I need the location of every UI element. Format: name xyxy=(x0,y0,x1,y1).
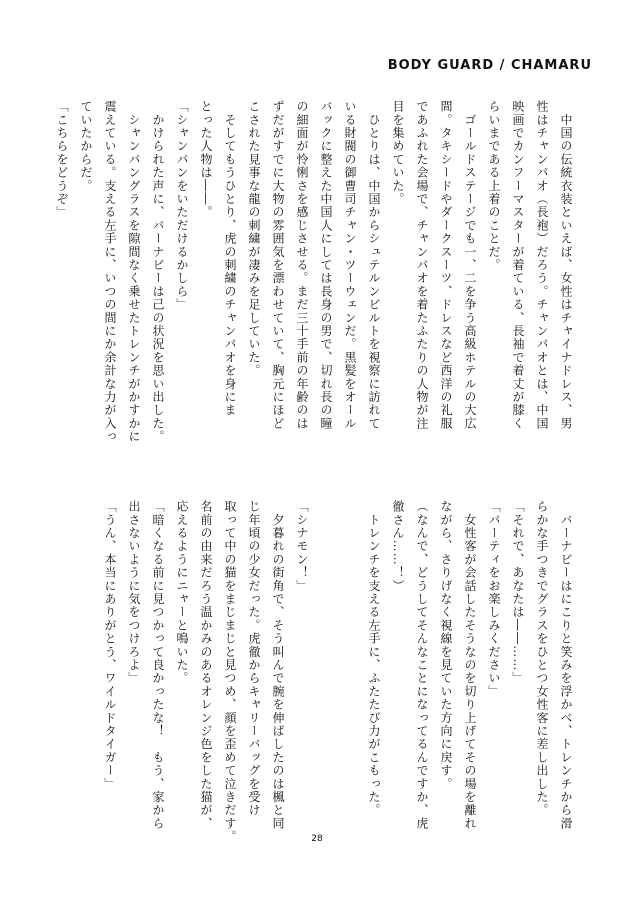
text-line: ながら、さりげなく視線を見ていた方向に戻す。 xyxy=(439,500,453,791)
text-line: 夕暮れの街角で、そう叫んで腕を伸ばしたのは楓と同 xyxy=(271,500,285,830)
text-line: 「シャンパンをいただけるかしら」 xyxy=(175,100,189,312)
text-line: 応えるようにニャーと鳴いた。 xyxy=(175,500,189,685)
text-line: いる財閥の御曹司チャン・ツーウェンだ。黒髪をオール xyxy=(343,100,357,430)
text-line: ていたからだ。 xyxy=(79,100,93,193)
blank-line xyxy=(314,500,338,830)
text-line: 名前の由来だろう温かみのあるオレンジ色をした猫が、 xyxy=(199,500,213,830)
running-header: BODY GUARD / CHAMARU xyxy=(387,58,592,73)
text-line: トレンチを支える左手に、ふたたび力がこもった。 xyxy=(367,500,381,817)
text-line: らかな手つきでグラスをひとつ女性客に差し出した。 xyxy=(535,500,549,817)
text-line: 性はチャンパオ（長袍）だろう。チャンパオとは、中国 xyxy=(535,100,549,430)
text-line: であふれた会場で、チャンパオを着たふたりの人物が注 xyxy=(415,100,429,430)
text-line: 「うん、本当にありがとう、ワイルドタイガー」 xyxy=(103,500,117,791)
text-line: （なんで、どうしてそんなことになってるんですか、虎 xyxy=(415,500,429,830)
text-line: 「それで、あなたは――……」 xyxy=(511,500,525,685)
text-line: ずだがすでに大物の雰囲気を漂わせていて、胸元にほど xyxy=(271,100,285,430)
text-line: 「暗くなる前に見つかって良かったな！ もう、家から xyxy=(151,500,165,830)
text-line: 出さないように気をつけろよ」 xyxy=(127,500,141,685)
text-line: ゴールドステージでも一、二を争う高級ホテルの大広 xyxy=(463,100,477,430)
text-line: 間。タキシードやダークスーツ、ドレスなど西洋の礼服 xyxy=(439,100,453,430)
blank-line xyxy=(338,500,362,830)
text-line: そしてもうひとり、虎の刺繍のチャンパオを身にま xyxy=(223,100,237,417)
main-text-top xyxy=(55,100,578,444)
text-line: 映画でカンフーマスターが着ている、長袖で着丈が膝く xyxy=(511,100,525,430)
text-line: バーナビーはにこりと笑みを浮かべ、トレンチから滑 xyxy=(559,500,573,830)
text-line: 目を集めていた。 xyxy=(391,100,405,206)
text-line: らいまである上着のことだ。 xyxy=(487,100,501,272)
text-line: かけられた声に、バーナビーは己の状況を思い出した。 xyxy=(151,100,165,444)
text-line: こされた見事な龍の刺繍が凄みを足していた。 xyxy=(247,100,261,378)
text-line: 女性客が会話したそうなのを切り上げてその場を離れ xyxy=(463,500,477,830)
text-line: じ年頃の少女だった。虎徹からキャリーバッグを受け xyxy=(247,500,261,817)
text-line: シャンパングラスを隙間なく乗せたトレンチがかすかに xyxy=(127,100,141,444)
text-line: 「こちらをどうぞ」 xyxy=(55,100,69,219)
page-number: 28 xyxy=(311,834,323,844)
text-line: ひとりは、中国からシュテルンビルトを視察に訪れて xyxy=(367,100,381,430)
text-line: 「シナモン！」 xyxy=(295,500,309,593)
text-line: 震えている。支える左手に、いつの間にか余計な力が入っ xyxy=(103,100,117,444)
text-line: 「パーティをお楽しみください」 xyxy=(487,500,501,698)
text-line: 取って中の猫をまじまじと見つめ、顔を歪めて泣きだす。 xyxy=(223,500,237,844)
text-line: の細面が怜悧さを感じさせる。まだ三十手前の年齢のは xyxy=(295,100,309,430)
text-line: 徹さん……！） xyxy=(391,500,405,593)
text-line: 中国の伝統衣装といえば、女性はチャイナドレス、男 xyxy=(559,100,573,430)
text-line: とった人物は――。 xyxy=(199,100,213,219)
text-line: バックに整えた中国人にしては長身の男で、切れ長の瞳 xyxy=(319,100,333,430)
